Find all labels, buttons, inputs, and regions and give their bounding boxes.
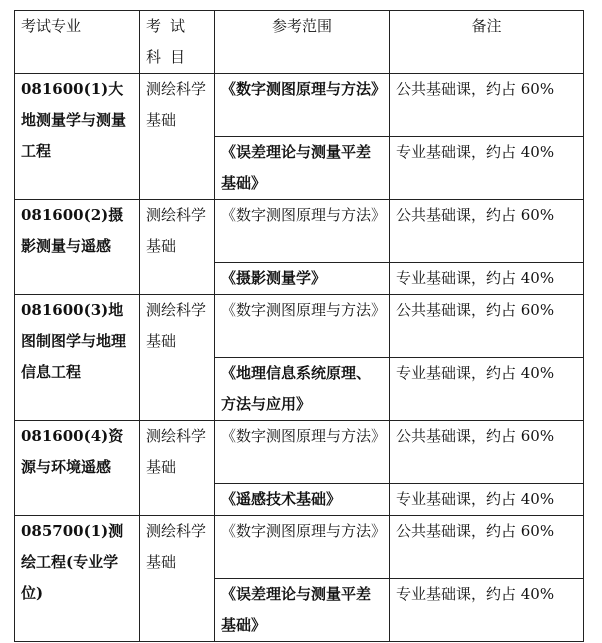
subject-cell: 测绘科学基础 [140, 295, 215, 421]
header-row [15, 11, 584, 74]
remark-cell: 公共基础课，约占 60% [390, 295, 584, 358]
reference-book: 《数字测图原理与方法》 [215, 200, 390, 263]
major-cell: 081600(3)地图制图学与地理信息工程 [15, 295, 140, 421]
major-cell: 081600(4)资源与环境遥感 [15, 421, 140, 516]
reference-book: 《数字测图原理与方法》 [215, 295, 390, 358]
remark-cell: 公共基础课，约占 60% [390, 74, 584, 137]
remark-cell: 专业基础课，约占 40% [390, 579, 584, 642]
table-row [15, 200, 584, 263]
table-row [15, 74, 584, 137]
remark-cell: 公共基础课，约占 60% [390, 516, 584, 579]
remark-cell: 专业基础课，约占 40% [390, 358, 584, 421]
header-scope: 参考范围 [215, 11, 390, 74]
remark-cell: 专业基础课，约占 40% [390, 137, 584, 200]
major-cell: 081600(2)摄影测量与遥感 [15, 200, 140, 295]
header-subject: 考试科目 [140, 11, 215, 74]
subject-cell: 测绘科学基础 [140, 200, 215, 295]
table-row [15, 295, 584, 358]
remark-cell: 公共基础课，约占 60% [390, 200, 584, 263]
exam-table [14, 10, 584, 642]
reference-book: 《数字测图原理与方法》 [215, 421, 390, 484]
reference-book: 《地理信息系统原理、方法与应用》 [215, 358, 390, 421]
reference-book: 《数字测图原理与方法》 [215, 516, 390, 579]
remark-cell: 专业基础课，约占 40% [390, 484, 584, 516]
major-cell: 081600(1)大地测量学与测量工程 [15, 74, 140, 200]
table-row [15, 516, 584, 579]
major-cell: 085700(1)测绘工程(专业学位) [15, 516, 140, 642]
remark-cell: 公共基础课，约占 60% [390, 421, 584, 484]
reference-book: 《误差理论与测量平差基础》 [215, 579, 390, 642]
header-remarks: 备注 [390, 11, 584, 74]
reference-book: 《数字测图原理与方法》 [215, 74, 390, 137]
subject-cell: 测绘科学基础 [140, 421, 215, 516]
table-row [15, 421, 584, 484]
subject-cell: 测绘科学基础 [140, 74, 215, 200]
reference-book: 《遥感技术基础》 [215, 484, 390, 516]
reference-book: 《误差理论与测量平差基础》 [215, 137, 390, 200]
remark-cell: 专业基础课，约占 40% [390, 263, 584, 295]
reference-book: 《摄影测量学》 [215, 263, 390, 295]
subject-cell: 测绘科学基础 [140, 516, 215, 642]
header-major: 考试专业 [15, 11, 140, 74]
